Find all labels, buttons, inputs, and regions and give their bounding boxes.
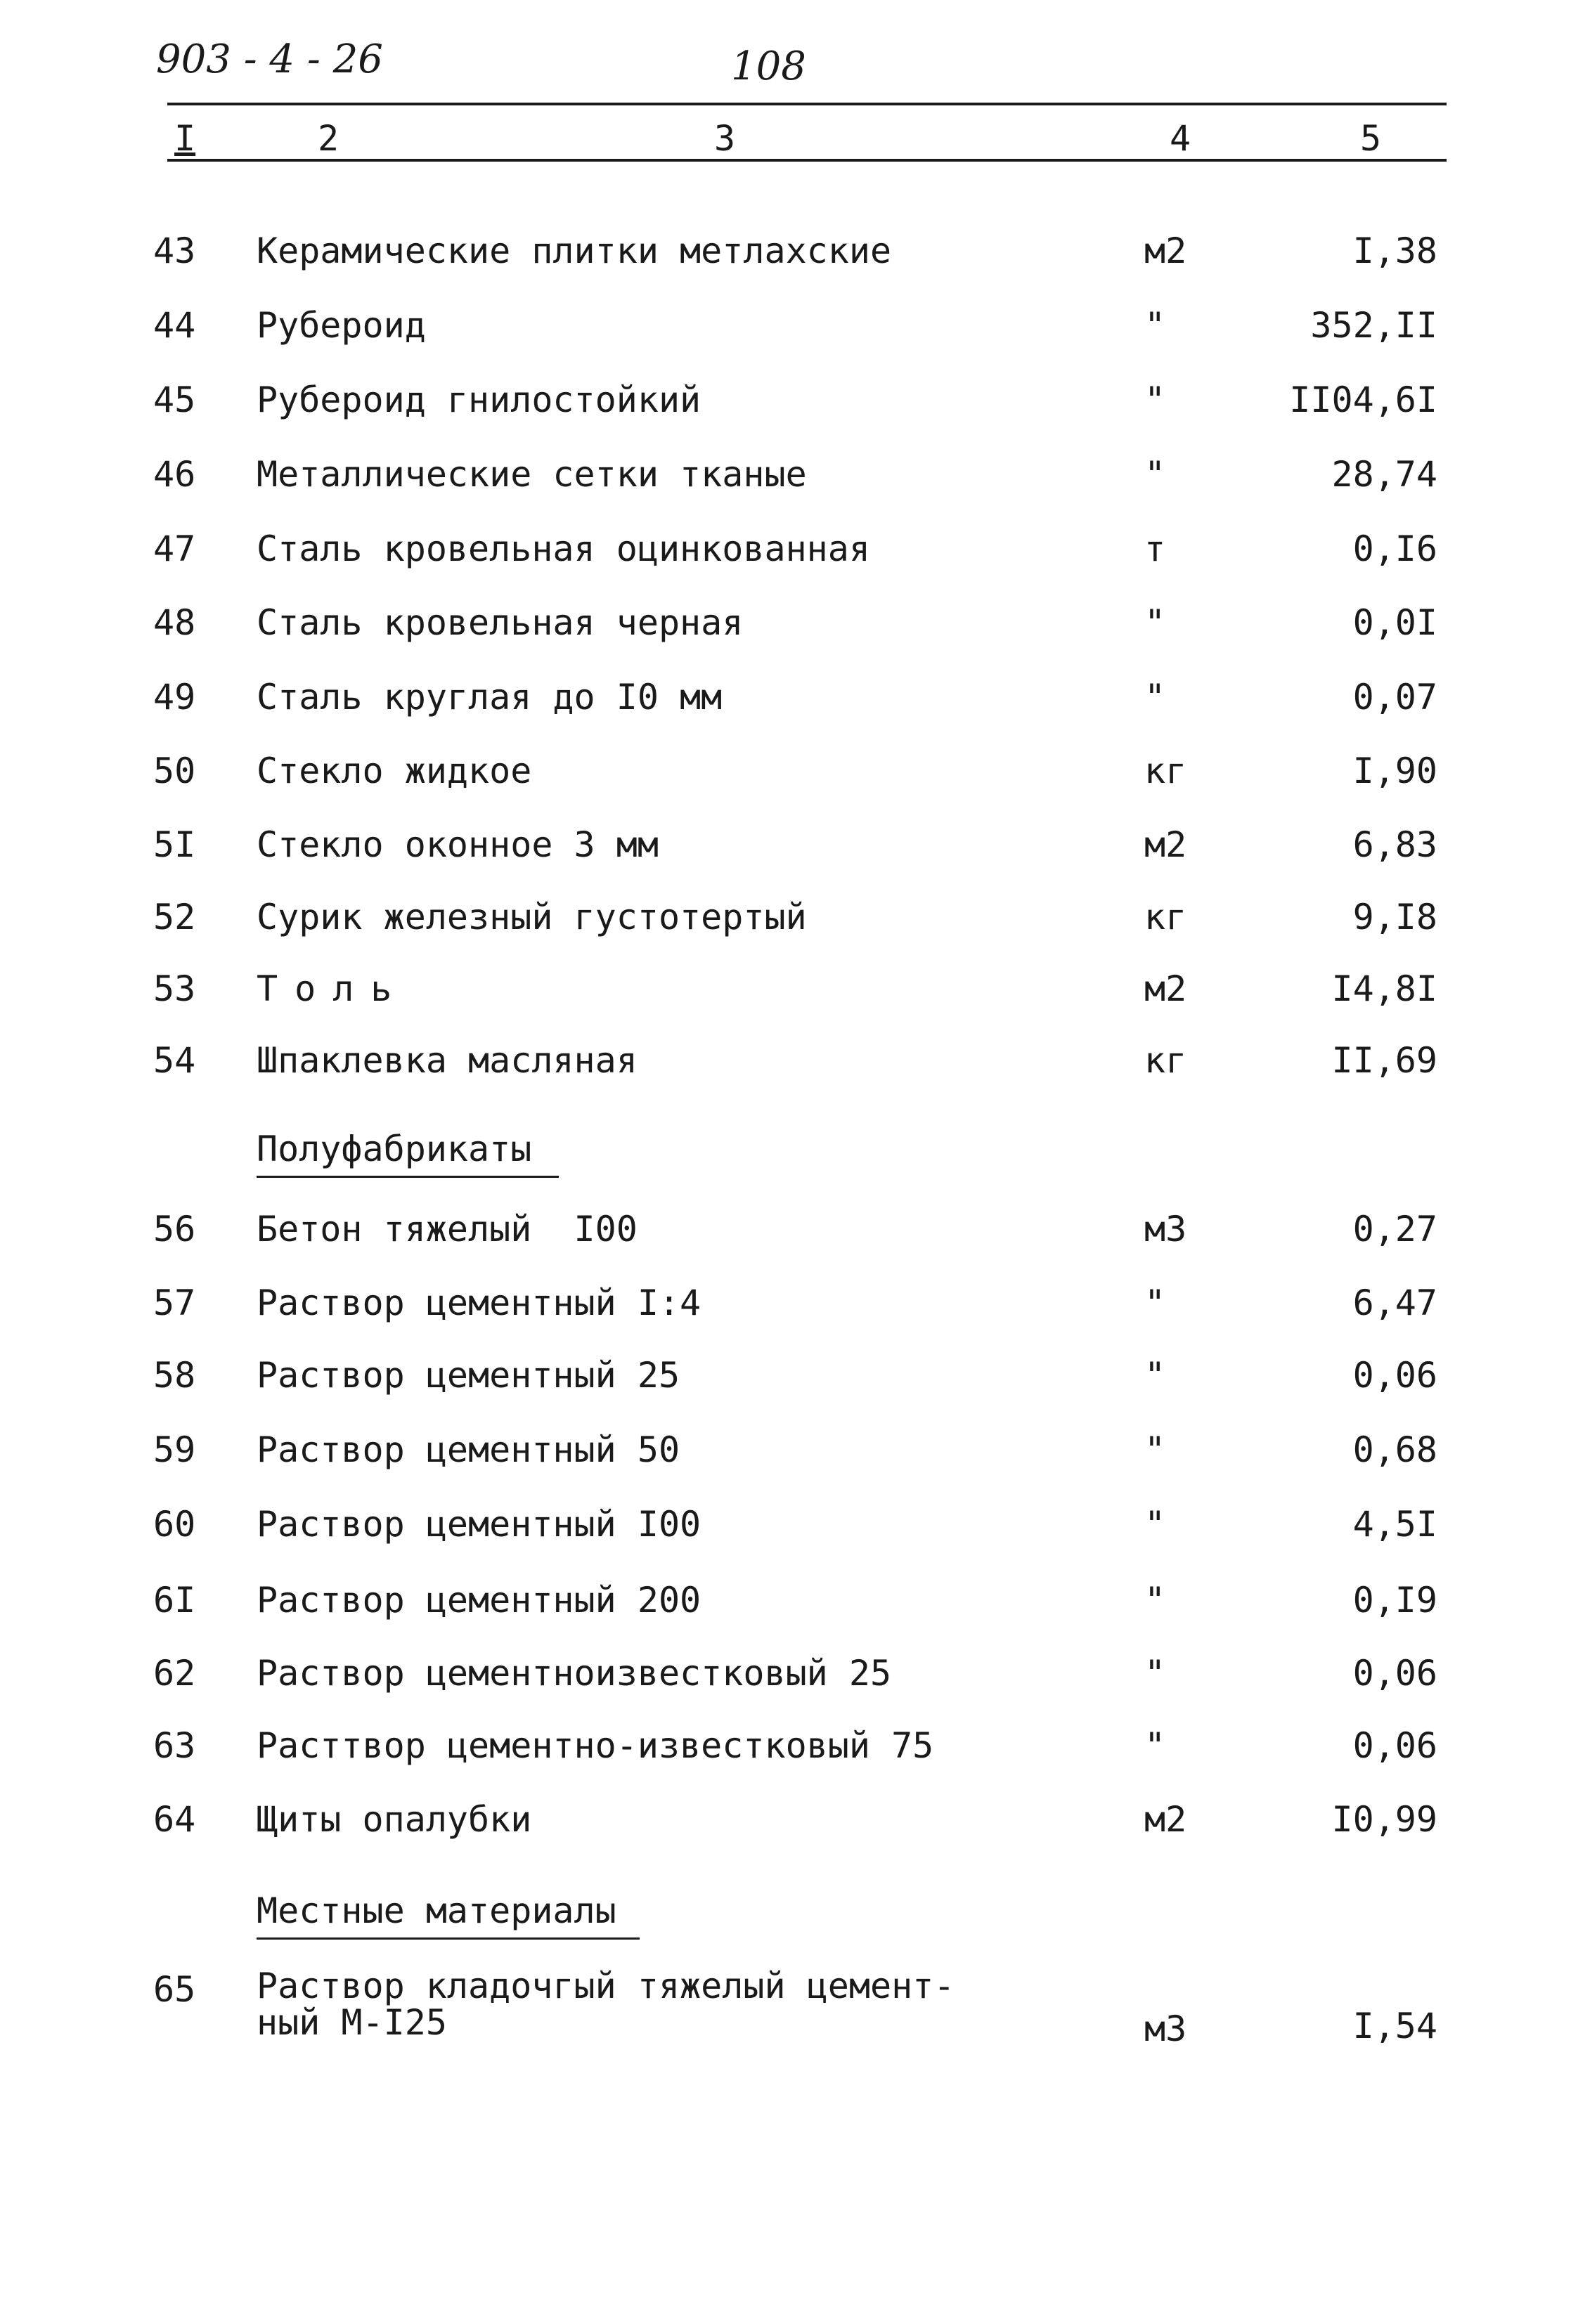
quantity: 352,II bbox=[1310, 305, 1437, 346]
row-number: 65 bbox=[153, 1969, 196, 2010]
row-number: 47 bbox=[153, 528, 196, 569]
quantity: I4,8I bbox=[1331, 968, 1437, 1009]
row-number: 48 bbox=[153, 602, 196, 643]
table-row bbox=[0, 751, 1578, 800]
row-number: 46 bbox=[153, 454, 196, 495]
unit: м2 bbox=[1144, 968, 1187, 1009]
unit: " bbox=[1144, 677, 1166, 718]
table-row bbox=[0, 1653, 1578, 1702]
section-heading-semi bbox=[257, 1129, 531, 1169]
quantity: I,54 bbox=[1352, 2006, 1437, 2046]
table-row bbox=[0, 1209, 1578, 1258]
table-row bbox=[0, 602, 1578, 651]
row-number: 49 bbox=[153, 677, 196, 718]
table-row bbox=[0, 1725, 1578, 1774]
row-number: 64 bbox=[153, 1799, 196, 1840]
row-number: 6I bbox=[153, 1580, 196, 1621]
header-bottom-rule bbox=[167, 159, 1447, 162]
material-name-line-1: Раствор кладочгый тяжелый цемент- bbox=[257, 1966, 955, 2006]
material-name-line-2: ный М-I25 bbox=[257, 2002, 447, 2043]
unit: кг bbox=[1144, 897, 1187, 937]
document-code: 903 - 4 - 26 bbox=[156, 37, 383, 82]
material-name: Сталь кровельная черная bbox=[257, 602, 744, 643]
material-name: Раствор цементный I:4 bbox=[257, 1283, 701, 1323]
unit: т bbox=[1144, 528, 1166, 569]
section-heading-text: Местные материалы bbox=[257, 1890, 616, 1931]
row-number: 56 bbox=[153, 1209, 196, 1249]
quantity: II,69 bbox=[1331, 1040, 1437, 1081]
row-number: 50 bbox=[153, 751, 196, 791]
row-number: 43 bbox=[153, 231, 196, 271]
material-name: Сурик железный густотертый bbox=[257, 897, 807, 937]
quantity: 0,07 bbox=[1352, 677, 1437, 718]
row-number: 58 bbox=[153, 1355, 196, 1396]
material-name: Бетон тяжелый I00 bbox=[257, 1209, 638, 1249]
quantity: 9,I8 bbox=[1352, 897, 1437, 937]
column-header-4: 4 bbox=[1170, 118, 1191, 159]
table-row bbox=[0, 1429, 1578, 1479]
material-name: Раствор цементный 200 bbox=[257, 1580, 701, 1621]
unit: кг bbox=[1144, 1040, 1187, 1081]
unit: " bbox=[1144, 1355, 1166, 1396]
unit: " bbox=[1144, 305, 1166, 346]
row-number: 44 bbox=[153, 305, 196, 346]
table-row bbox=[0, 1799, 1578, 1848]
row-number: 45 bbox=[153, 379, 196, 420]
unit: " bbox=[1144, 1429, 1166, 1470]
unit: м2 bbox=[1144, 824, 1187, 865]
quantity: 0,27 bbox=[1352, 1209, 1437, 1249]
table-row bbox=[0, 824, 1578, 874]
table-row bbox=[0, 1504, 1578, 1553]
table-row bbox=[0, 231, 1578, 280]
quantity: 0,06 bbox=[1352, 1653, 1437, 1694]
row-number: 62 bbox=[153, 1653, 196, 1694]
material-name: Толь bbox=[257, 968, 409, 1009]
material-name: Сталь круглая до I0 мм bbox=[257, 677, 723, 718]
page-number: 108 bbox=[731, 44, 806, 89]
unit: " bbox=[1144, 379, 1166, 420]
section-underline bbox=[257, 1937, 640, 1940]
table-row bbox=[0, 1961, 1578, 2066]
table-row bbox=[0, 968, 1578, 1018]
table-row bbox=[0, 379, 1578, 429]
material-name: Раствор цементный 50 bbox=[257, 1429, 680, 1470]
quantity: 6,47 bbox=[1352, 1283, 1437, 1323]
quantity: II04,6I bbox=[1289, 379, 1437, 420]
material-name: Щиты опалубки bbox=[257, 1799, 532, 1840]
material-name: Шпаклевка масляная bbox=[257, 1040, 638, 1081]
unit: м3 bbox=[1144, 2008, 1187, 2049]
unit: " bbox=[1144, 1653, 1166, 1694]
material-name: Стекло оконное 3 мм bbox=[257, 824, 659, 865]
row-number: 63 bbox=[153, 1725, 196, 1766]
unit: " bbox=[1144, 1580, 1166, 1621]
quantity: 0,06 bbox=[1352, 1725, 1437, 1766]
quantity: 28,74 bbox=[1331, 454, 1437, 495]
quantity: I,38 bbox=[1352, 231, 1437, 271]
row-number: 5I bbox=[153, 824, 196, 865]
quantity: 0,0I bbox=[1352, 602, 1437, 643]
table-row bbox=[0, 1040, 1578, 1089]
quantity: 6,83 bbox=[1352, 824, 1437, 865]
column-header-1: I bbox=[174, 118, 196, 159]
material-name: Керамические плитки метлахские bbox=[257, 231, 892, 271]
unit: м2 bbox=[1144, 1799, 1187, 1840]
material-name: Рубероид гнилостойкий bbox=[257, 379, 701, 420]
table-row bbox=[0, 897, 1578, 946]
material-name: Раствор цементный I00 bbox=[257, 1504, 701, 1545]
row-number: 53 bbox=[153, 968, 196, 1009]
quantity: I,90 bbox=[1352, 751, 1437, 791]
unit: " bbox=[1144, 454, 1166, 495]
unit: " bbox=[1144, 1725, 1166, 1766]
quantity: 0,I9 bbox=[1352, 1580, 1437, 1621]
table-row bbox=[0, 1580, 1578, 1629]
material-name: Стекло жидкое bbox=[257, 751, 532, 791]
section-underline bbox=[257, 1176, 559, 1178]
column-header-2: 2 bbox=[318, 118, 339, 159]
table-row bbox=[0, 1355, 1578, 1404]
quantity: 0,I6 bbox=[1352, 528, 1437, 569]
material-name: Раствор цементный 25 bbox=[257, 1355, 680, 1396]
section-heading-local bbox=[257, 1890, 616, 1931]
row-number: 57 bbox=[153, 1283, 196, 1323]
table-row bbox=[0, 454, 1578, 503]
material-name: Сталь кровельная оцинкованная bbox=[257, 528, 870, 569]
unit: м3 bbox=[1144, 1209, 1187, 1249]
material-name: Металлические сетки тканые bbox=[257, 454, 807, 495]
material-name: Раствор цементноизвестковый 25 bbox=[257, 1653, 892, 1694]
row-number: 60 bbox=[153, 1504, 196, 1545]
material-name: Рубероид bbox=[257, 305, 426, 346]
column-header-5: 5 bbox=[1360, 118, 1382, 159]
table-row bbox=[0, 528, 1578, 578]
unit: кг bbox=[1144, 751, 1187, 791]
row-number: 52 bbox=[153, 897, 196, 937]
quantity: 0,06 bbox=[1352, 1355, 1437, 1396]
row-number: 54 bbox=[153, 1040, 196, 1081]
unit: " bbox=[1144, 602, 1166, 643]
material-name bbox=[257, 1968, 1128, 2041]
unit: м2 bbox=[1144, 231, 1187, 271]
quantity: 0,68 bbox=[1352, 1429, 1437, 1470]
column-header-3: 3 bbox=[714, 118, 736, 159]
table-row bbox=[0, 1283, 1578, 1332]
quantity: I0,99 bbox=[1331, 1799, 1437, 1840]
section-heading-text: Полуфабрикаты bbox=[257, 1129, 532, 1169]
unit: " bbox=[1144, 1283, 1166, 1323]
unit: " bbox=[1144, 1504, 1166, 1545]
material-name: Расттвор цементно-известковый 75 bbox=[257, 1725, 934, 1766]
table-row bbox=[0, 677, 1578, 726]
table-row bbox=[0, 305, 1578, 354]
row-number: 59 bbox=[153, 1429, 196, 1470]
header-top-rule bbox=[167, 103, 1447, 105]
quantity: 4,5I bbox=[1352, 1504, 1437, 1545]
